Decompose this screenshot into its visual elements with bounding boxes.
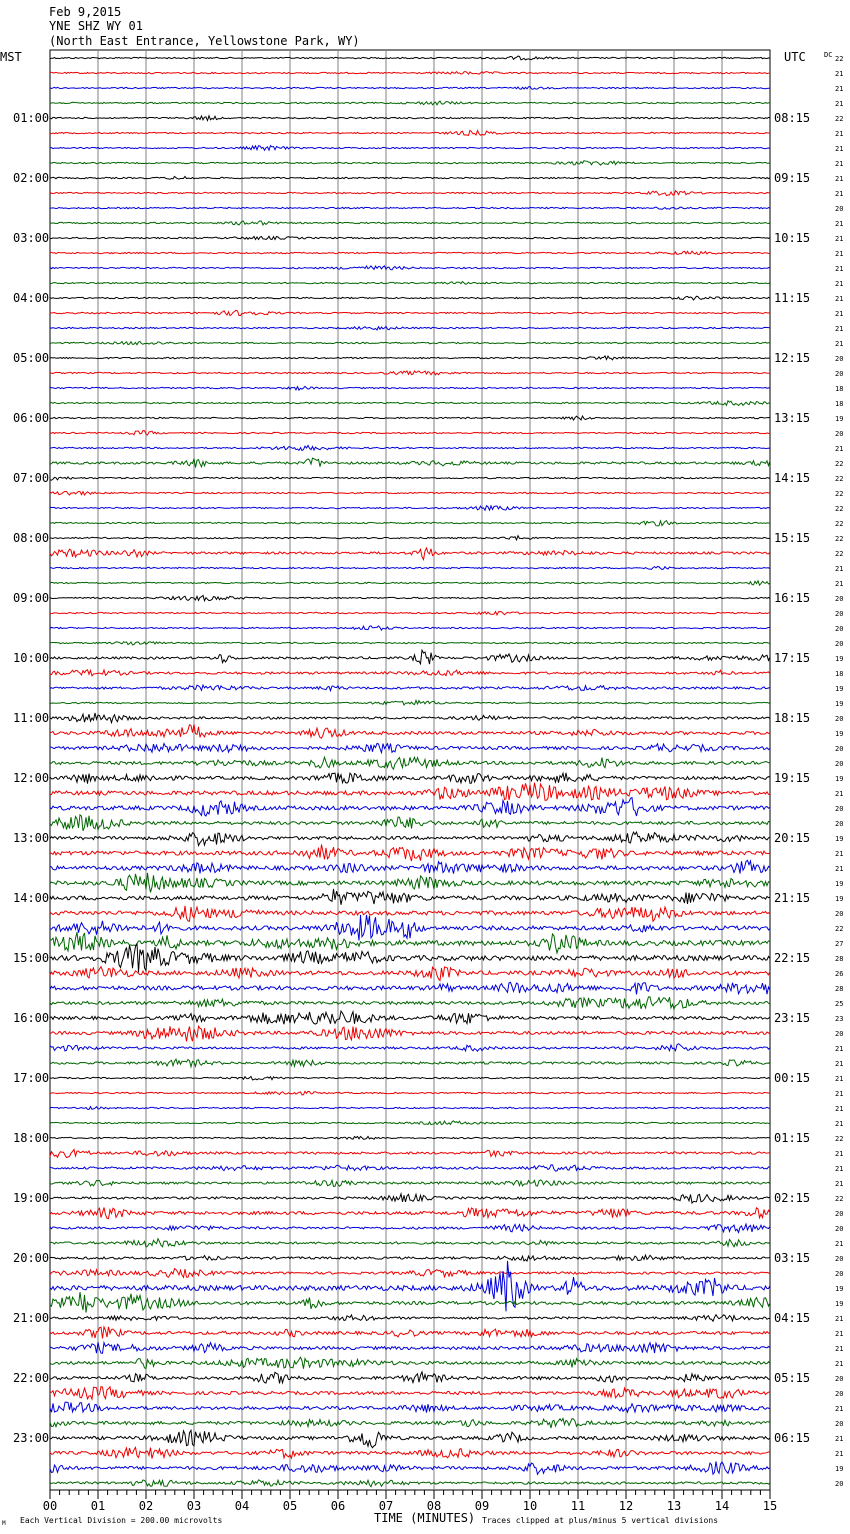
trace-row-86 bbox=[50, 1342, 770, 1353]
dc-value: 21 bbox=[835, 100, 844, 108]
dc-value: 19 bbox=[835, 685, 844, 693]
trace-row-74 bbox=[50, 1165, 770, 1171]
trace-row-18 bbox=[50, 326, 770, 330]
trace-row-62 bbox=[50, 982, 770, 994]
dc-value: 19 bbox=[835, 1465, 844, 1473]
trace-row-92 bbox=[50, 1430, 770, 1447]
dc-value: 21 bbox=[835, 1435, 844, 1443]
trace-row-64 bbox=[50, 1011, 770, 1024]
dc-value: 21 bbox=[835, 565, 844, 573]
trace-row-5 bbox=[50, 130, 770, 135]
trace-row-27 bbox=[50, 458, 770, 467]
dc-value: 21 bbox=[835, 340, 844, 348]
mst-hour-label: 02:00 bbox=[13, 171, 50, 185]
mst-hour-label: 18:00 bbox=[13, 1131, 50, 1145]
dc-value: 21 bbox=[835, 580, 844, 588]
trace-row-67 bbox=[50, 1059, 770, 1067]
trace-row-35 bbox=[50, 581, 770, 585]
dc-value: 22 bbox=[835, 1195, 844, 1203]
trace-row-4 bbox=[50, 116, 770, 121]
trace-row-15 bbox=[50, 282, 770, 285]
station-code: YNE SHZ WY 01 bbox=[49, 19, 143, 33]
dc-value: 20 bbox=[835, 1030, 844, 1038]
x-tick-label: 06 bbox=[330, 1499, 346, 1513]
x-tick-label: 13 bbox=[666, 1499, 682, 1513]
trace-row-80 bbox=[50, 1255, 770, 1261]
dc-value: 20 bbox=[835, 715, 844, 723]
dc-value: 21 bbox=[835, 220, 844, 228]
dc-value: 20 bbox=[835, 745, 844, 753]
mst-hour-label: 08:00 bbox=[13, 531, 50, 545]
trace-row-20 bbox=[50, 356, 770, 360]
utc-hour-label: 18:15 bbox=[774, 711, 811, 725]
mst-hour-label: 16:00 bbox=[13, 1011, 50, 1025]
trace-row-90 bbox=[50, 1402, 770, 1413]
utc-hour-label: 19:15 bbox=[774, 771, 811, 785]
dc-value: 21 bbox=[835, 325, 844, 333]
dc-value: 21 bbox=[835, 250, 844, 258]
mst-hour-label: 22:00 bbox=[13, 1371, 50, 1385]
mst-hour-label: 23:00 bbox=[13, 1431, 50, 1445]
mst-hour-label: 06:00 bbox=[13, 411, 50, 425]
trace-row-23 bbox=[50, 401, 770, 406]
dc-value: 21 bbox=[835, 190, 844, 198]
mst-hour-label: 21:00 bbox=[13, 1311, 50, 1325]
utc-hour-label: 13:15 bbox=[774, 411, 811, 425]
trace-row-25 bbox=[50, 431, 770, 436]
right-axis-label: UTC bbox=[784, 50, 806, 64]
utc-hour-label: 03:15 bbox=[774, 1251, 811, 1265]
mst-hour-label: 12:00 bbox=[13, 771, 50, 785]
trace-row-75 bbox=[50, 1180, 770, 1187]
trace-row-69 bbox=[50, 1091, 770, 1095]
dc-value: 21 bbox=[835, 1090, 844, 1098]
utc-hour-label: 14:15 bbox=[774, 471, 811, 485]
utc-hour-label: 01:15 bbox=[774, 1131, 811, 1145]
mst-hour-label: 09:00 bbox=[13, 591, 50, 605]
trace-row-24 bbox=[50, 416, 770, 420]
trace-row-9 bbox=[50, 191, 770, 196]
trace-row-38 bbox=[50, 626, 770, 630]
utc-hour-label: 21:15 bbox=[774, 891, 811, 905]
dc-value: 18 bbox=[835, 385, 844, 393]
utc-hour-label: 04:15 bbox=[774, 1311, 811, 1325]
dc-value: 21 bbox=[835, 850, 844, 858]
dc-value: 21 bbox=[835, 70, 844, 78]
left-axis-label: MST bbox=[0, 50, 22, 64]
mst-hour-label: 15:00 bbox=[13, 951, 50, 965]
dc-value: 21 bbox=[835, 1180, 844, 1188]
dc-value: 22 bbox=[835, 460, 844, 468]
trace-row-42 bbox=[50, 685, 770, 691]
station-location: (North East Entrance, Yellowstone Park, WY) bbox=[49, 34, 360, 48]
dc-value: 22 bbox=[835, 1135, 844, 1143]
trace-row-1 bbox=[50, 72, 770, 75]
dc-value: 22 bbox=[835, 115, 844, 123]
x-tick-label: 11 bbox=[570, 1499, 586, 1513]
trace-row-78 bbox=[50, 1224, 770, 1232]
trace-row-39 bbox=[50, 642, 770, 645]
trace-row-44 bbox=[50, 713, 770, 723]
trace-row-79 bbox=[50, 1239, 770, 1247]
trace-row-45 bbox=[50, 724, 770, 738]
trace-row-12 bbox=[50, 236, 770, 239]
trace-row-46 bbox=[50, 743, 770, 752]
x-tick-label: 01 bbox=[90, 1499, 106, 1513]
dc-value: 20 bbox=[835, 595, 844, 603]
dc-value: 21 bbox=[835, 1060, 844, 1068]
x-tick-label: 02 bbox=[138, 1499, 154, 1513]
utc-hour-label: 09:15 bbox=[774, 171, 811, 185]
x-tick-label: 08 bbox=[426, 1499, 442, 1513]
dc-value: 21 bbox=[835, 280, 844, 288]
utc-hour-label: 10:15 bbox=[774, 231, 811, 245]
trace-row-30 bbox=[50, 506, 770, 511]
dc-value: 20 bbox=[835, 1255, 844, 1263]
dc-value: 21 bbox=[835, 130, 844, 138]
mst-hour-label: 10:00 bbox=[13, 651, 50, 665]
trace-row-76 bbox=[50, 1194, 770, 1203]
mst-hour-label: 05:00 bbox=[13, 351, 50, 365]
dc-value: 21 bbox=[835, 235, 844, 243]
trace-row-6 bbox=[50, 146, 770, 151]
trace-row-95 bbox=[50, 1480, 770, 1487]
dc-value: 21 bbox=[835, 1045, 844, 1053]
dc-value: 20 bbox=[835, 820, 844, 828]
dc-value: 22 bbox=[835, 490, 844, 498]
trace-row-26 bbox=[50, 445, 770, 450]
dc-value: 21 bbox=[835, 85, 844, 93]
trace-row-83 bbox=[50, 1292, 770, 1312]
dc-value: 21 bbox=[835, 865, 844, 873]
dc-value: 21 bbox=[835, 1345, 844, 1353]
dc-value: 20 bbox=[835, 805, 844, 813]
dc-value: 21 bbox=[835, 265, 844, 273]
trace-row-55 bbox=[50, 873, 770, 892]
dc-value: 26 bbox=[835, 970, 844, 978]
trace-row-47 bbox=[50, 757, 770, 769]
dc-value: 20 bbox=[835, 1390, 844, 1398]
dc-value: 18 bbox=[835, 400, 844, 408]
dc-value: 19 bbox=[835, 730, 844, 738]
trace-row-61 bbox=[50, 967, 770, 981]
dc-value: 21 bbox=[835, 1240, 844, 1248]
utc-hour-label: 15:15 bbox=[774, 531, 811, 545]
trace-row-29 bbox=[50, 491, 770, 495]
dc-value: 19 bbox=[835, 880, 844, 888]
x-axis-label: TIME (MINUTES) bbox=[374, 1511, 476, 1525]
dc-value: 23 bbox=[835, 1015, 844, 1023]
clip-note: Traces clipped at plus/minus 5 vertical divisions bbox=[482, 1516, 719, 1525]
trace-row-28 bbox=[50, 477, 770, 480]
dc-value: 19 bbox=[835, 1300, 844, 1308]
trace-row-22 bbox=[50, 386, 770, 390]
mst-hour-label: 19:00 bbox=[13, 1191, 50, 1205]
trace-row-17 bbox=[50, 310, 770, 315]
trace-row-88 bbox=[50, 1372, 770, 1384]
dc-value: 21 bbox=[835, 295, 844, 303]
utc-hour-label: 00:15 bbox=[774, 1071, 811, 1085]
trace-row-40 bbox=[50, 650, 770, 664]
dc-value: 20 bbox=[835, 1480, 844, 1488]
trace-row-37 bbox=[50, 612, 770, 615]
dc-value: 19 bbox=[835, 655, 844, 663]
trace-row-65 bbox=[50, 1026, 770, 1041]
dc-value: 21 bbox=[835, 1075, 844, 1083]
utc-hour-label: 06:15 bbox=[774, 1431, 811, 1445]
trace-row-3 bbox=[50, 101, 770, 105]
dc-value: 21 bbox=[835, 160, 844, 168]
trace-row-85 bbox=[50, 1327, 770, 1339]
dc-value: 21 bbox=[835, 1330, 844, 1338]
dc-value: 25 bbox=[835, 1000, 844, 1008]
utc-hour-label: 23:15 bbox=[774, 1011, 811, 1025]
trace-row-10 bbox=[50, 207, 770, 209]
dc-value: 20 bbox=[835, 610, 844, 618]
trace-row-51 bbox=[50, 815, 770, 831]
utc-hour-label: 05:15 bbox=[774, 1371, 811, 1385]
dc-value: 19 bbox=[835, 895, 844, 903]
dc-value: 22 bbox=[835, 55, 844, 63]
x-tick-label: 10 bbox=[522, 1499, 538, 1513]
trace-row-72 bbox=[50, 1136, 770, 1139]
dc-value: 21 bbox=[835, 1360, 844, 1368]
dc-value: 20 bbox=[835, 205, 844, 213]
utc-hour-label: 20:15 bbox=[774, 831, 811, 845]
dc-value: 21 bbox=[835, 1120, 844, 1128]
x-tick-label: 15 bbox=[762, 1499, 778, 1513]
dc-value: 21 bbox=[835, 175, 844, 183]
trace-row-66 bbox=[50, 1044, 770, 1051]
trace-row-93 bbox=[50, 1447, 770, 1458]
trace-row-7 bbox=[50, 161, 770, 165]
dc-value: 28 bbox=[835, 985, 844, 993]
trace-row-71 bbox=[50, 1121, 770, 1125]
mst-hour-label: 13:00 bbox=[13, 831, 50, 845]
utc-hour-label: 12:15 bbox=[774, 351, 811, 365]
trace-row-49 bbox=[50, 783, 770, 800]
dc-value: 22 bbox=[835, 925, 844, 933]
dc-value: 19 bbox=[835, 835, 844, 843]
utc-hour-label: 17:15 bbox=[774, 651, 811, 665]
trace-row-73 bbox=[50, 1149, 770, 1157]
dc-value: 20 bbox=[835, 1225, 844, 1233]
trace-row-2 bbox=[50, 86, 770, 89]
dc-value: 20 bbox=[835, 370, 844, 378]
trace-row-32 bbox=[50, 536, 770, 540]
trace-row-52 bbox=[50, 832, 770, 845]
trace-row-21 bbox=[50, 371, 770, 375]
dc-value: 20 bbox=[835, 760, 844, 768]
trace-row-48 bbox=[50, 773, 770, 784]
utc-hour-label: 02:15 bbox=[774, 1191, 811, 1205]
trace-row-13 bbox=[50, 251, 770, 254]
x-axis bbox=[43, 1490, 777, 1513]
dc-column-label: DC bbox=[824, 51, 833, 59]
trace-row-36 bbox=[50, 595, 770, 600]
mst-hour-label: 04:00 bbox=[13, 291, 50, 305]
dc-value: 21 bbox=[835, 445, 844, 453]
mst-hour-label: 03:00 bbox=[13, 231, 50, 245]
x-tick-label: 07 bbox=[378, 1499, 394, 1513]
dc-value: 22 bbox=[835, 520, 844, 528]
dc-value: 22 bbox=[835, 535, 844, 543]
dc-value: 18 bbox=[835, 670, 844, 678]
trace-row-84 bbox=[50, 1315, 770, 1321]
dc-value: 20 bbox=[835, 625, 844, 633]
trace-row-91 bbox=[50, 1418, 770, 1428]
trace-row-33 bbox=[50, 548, 770, 560]
dc-value: 20 bbox=[835, 640, 844, 648]
dc-value: 21 bbox=[835, 1165, 844, 1173]
x-tick-label: 00 bbox=[42, 1499, 58, 1513]
dc-value: 20 bbox=[835, 1270, 844, 1278]
x-tick-label: 12 bbox=[618, 1499, 634, 1513]
corner-mark: M bbox=[2, 1520, 6, 1527]
dc-value: 21 bbox=[835, 1450, 844, 1458]
x-tick-label: 05 bbox=[282, 1499, 298, 1513]
utc-hour-label: 08:15 bbox=[774, 111, 811, 125]
trace-row-63 bbox=[50, 997, 770, 1009]
trace-row-56 bbox=[50, 889, 770, 905]
dc-value: 28 bbox=[835, 955, 844, 963]
dc-value: 21 bbox=[835, 790, 844, 798]
mst-hour-label: 11:00 bbox=[13, 711, 50, 725]
dc-value: 21 bbox=[835, 1150, 844, 1158]
trace-row-60 bbox=[50, 943, 770, 972]
mst-hour-label: 07:00 bbox=[13, 471, 50, 485]
dc-value: 22 bbox=[835, 505, 844, 513]
dc-value: 27 bbox=[835, 940, 844, 948]
dc-value: 22 bbox=[835, 475, 844, 483]
trace-row-89 bbox=[50, 1387, 770, 1399]
x-tick-label: 14 bbox=[714, 1499, 730, 1513]
utc-hour-label: 22:15 bbox=[774, 951, 811, 965]
dc-value: 21 bbox=[835, 1105, 844, 1113]
x-tick-label: 09 bbox=[474, 1499, 490, 1513]
utc-hour-label: 11:15 bbox=[774, 291, 811, 305]
dc-value: 20 bbox=[835, 1375, 844, 1383]
trace-row-0 bbox=[50, 56, 770, 60]
trace-row-31 bbox=[50, 521, 770, 526]
dc-value: 19 bbox=[835, 1285, 844, 1293]
trace-row-19 bbox=[50, 341, 770, 344]
dc-value: 19 bbox=[835, 700, 844, 708]
dc-value: 21 bbox=[835, 1315, 844, 1323]
mst-hour-label: 14:00 bbox=[13, 891, 50, 905]
trace-row-87 bbox=[50, 1357, 770, 1369]
dc-value: 20 bbox=[835, 355, 844, 363]
trace-row-8 bbox=[50, 176, 770, 179]
trace-row-57 bbox=[50, 906, 770, 921]
dc-value: 20 bbox=[835, 430, 844, 438]
dc-value: 20 bbox=[835, 1420, 844, 1428]
dc-value: 21 bbox=[835, 1405, 844, 1413]
trace-row-77 bbox=[50, 1208, 770, 1219]
dc-value: 21 bbox=[835, 310, 844, 318]
dc-value: 20 bbox=[835, 1210, 844, 1218]
dc-value: 22 bbox=[835, 550, 844, 558]
trace-row-58 bbox=[50, 915, 770, 941]
trace-row-53 bbox=[50, 844, 770, 861]
dc-value: 19 bbox=[835, 775, 844, 783]
chart-date: Feb 9,2015 bbox=[49, 5, 122, 19]
trace-row-68 bbox=[50, 1076, 770, 1080]
trace-row-81 bbox=[50, 1269, 770, 1278]
mst-hour-label: 01:00 bbox=[13, 111, 50, 125]
trace-row-50 bbox=[50, 798, 770, 816]
scale-note: Each Vertical Division = 200.00 microvolts bbox=[20, 1516, 223, 1525]
seismic-traces bbox=[50, 56, 770, 1487]
dc-value: 20 bbox=[835, 910, 844, 918]
mst-hour-label: 20:00 bbox=[13, 1251, 50, 1265]
trace-row-11 bbox=[50, 221, 770, 225]
trace-row-70 bbox=[50, 1107, 770, 1110]
mst-hour-label: 17:00 bbox=[13, 1071, 50, 1085]
trace-row-14 bbox=[50, 266, 770, 270]
trace-row-94 bbox=[50, 1461, 770, 1474]
dc-value: 19 bbox=[835, 415, 844, 423]
trace-row-41 bbox=[50, 670, 770, 676]
trace-row-34 bbox=[50, 567, 770, 570]
trace-row-43 bbox=[50, 700, 770, 705]
trace-row-54 bbox=[50, 860, 770, 873]
trace-row-16 bbox=[50, 296, 770, 300]
utc-hour-label: 16:15 bbox=[774, 591, 811, 605]
x-tick-label: 03 bbox=[186, 1499, 202, 1513]
dc-value: 21 bbox=[835, 145, 844, 153]
x-tick-label: 04 bbox=[234, 1499, 250, 1513]
